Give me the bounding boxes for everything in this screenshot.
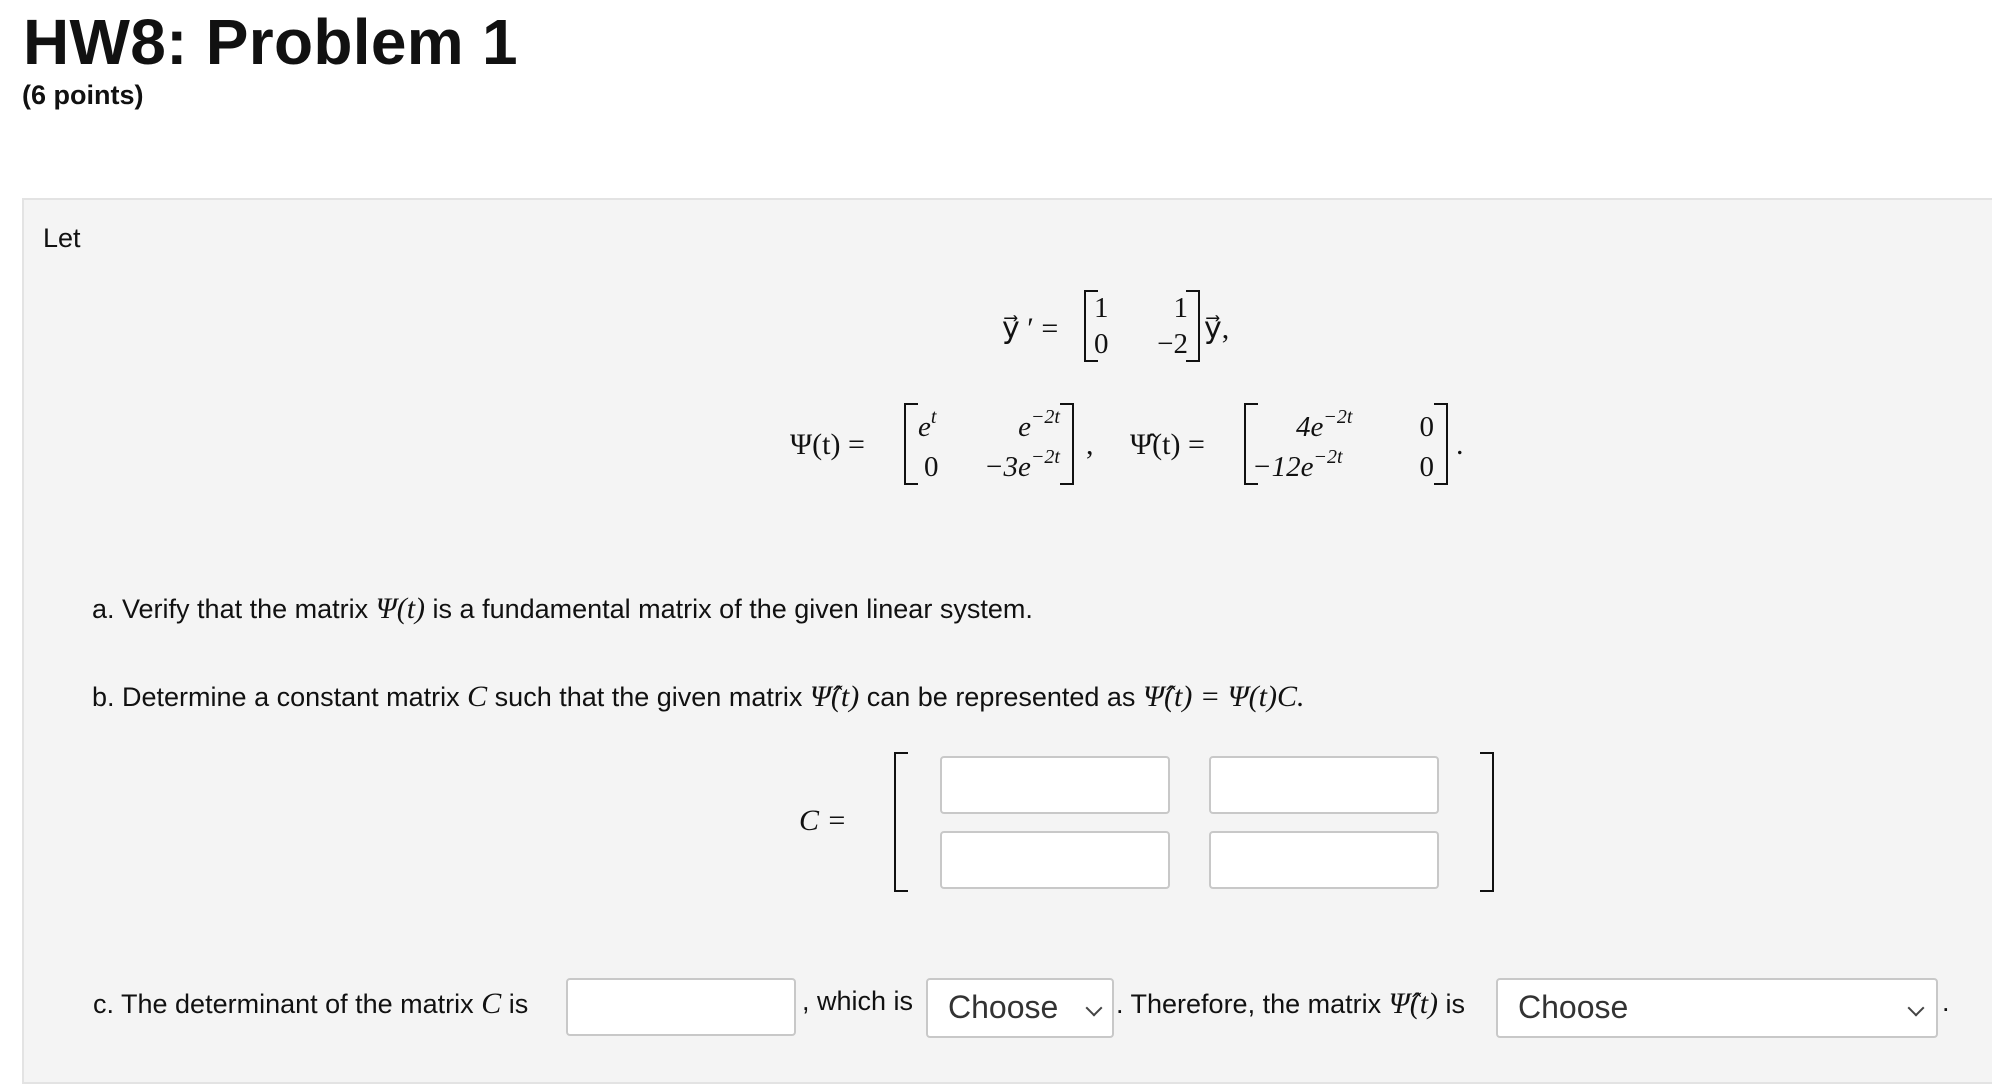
system-matrix (1084, 290, 1200, 362)
part-c-text: c. The determinant of the matrix C is (93, 987, 529, 1020)
bracket-left (904, 403, 918, 485)
system-m12: 1 (1173, 292, 1188, 324)
bracket-right (1434, 403, 1448, 485)
bracket-right (1186, 290, 1200, 362)
psihat-m11: $4e^{-2t}$ (1296, 406, 1353, 443)
c-matrix-bracket-left (894, 752, 908, 892)
c-matrix-bracket-right (1480, 752, 1494, 892)
determinant-input[interactable] (566, 978, 796, 1036)
part-c-end: . (1942, 987, 1950, 1017)
psihat-m21: $-12e^{-2t}$ (1252, 446, 1343, 483)
problem-panel (22, 198, 1992, 1084)
problem-title: HW8: Problem 1 (23, 6, 518, 78)
c-matrix-input-22[interactable] (1209, 831, 1439, 889)
psi-matrix (904, 403, 1074, 485)
psi-m21: 0 (924, 451, 939, 483)
chevron-down-icon (1908, 1000, 1925, 1017)
part-a: a. Verify that the matrix Ψ(t) is a fundamental matrix of the given linear system. (92, 592, 1033, 625)
c-matrix-input-21[interactable] (940, 831, 1170, 889)
c-matrix-input-12[interactable] (1209, 756, 1439, 814)
psihat-matrix (1244, 403, 1448, 485)
chevron-down-icon (1086, 1000, 1103, 1017)
part-b: b. Determine a constant matrix C such that the given matrix Ψ̂(t) can be represented as Ψ̂(t) = Ψ(t)C. (92, 680, 1305, 713)
fundamental-matrix-select-value: Choose (1518, 989, 1629, 1025)
system-m21: 0 (1094, 328, 1109, 360)
psihat-end: . (1456, 428, 1464, 461)
psi-separator: , (1086, 428, 1094, 461)
system-m22: −2 (1157, 328, 1188, 360)
c-matrix-label: C = (799, 804, 847, 837)
therefore-text: . Therefore, the matrix Ψ̂(t) is (1116, 987, 1466, 1020)
psi-m22: $-3e^{-2t}$ (983, 446, 1060, 483)
psi-label: Ψ(t) = (790, 428, 865, 461)
psihat-m12: 0 (1419, 411, 1434, 443)
psihat-label: Ψ̂(t) = (1130, 428, 1205, 461)
invertibility-select-value: Choose (948, 989, 1059, 1025)
which-is-text: , which is (802, 986, 914, 1016)
invertibility-select[interactable] (926, 978, 1114, 1038)
points-label: (6 points) (22, 80, 144, 110)
psihat-m22: 0 (1419, 451, 1434, 483)
bracket-right (1060, 403, 1074, 485)
intro-text: Let (43, 223, 81, 253)
fundamental-matrix-select[interactable] (1496, 978, 1938, 1038)
system-rhs: y⃗, (1204, 312, 1230, 345)
system-lhs: y⃗ ′ = (1002, 312, 1059, 345)
psi-m12: $e^{-2t}$ (1018, 406, 1060, 443)
psi-m11: $e^t$ (918, 406, 937, 443)
system-m11: 1 (1094, 292, 1109, 324)
c-matrix-input-11[interactable] (940, 756, 1170, 814)
